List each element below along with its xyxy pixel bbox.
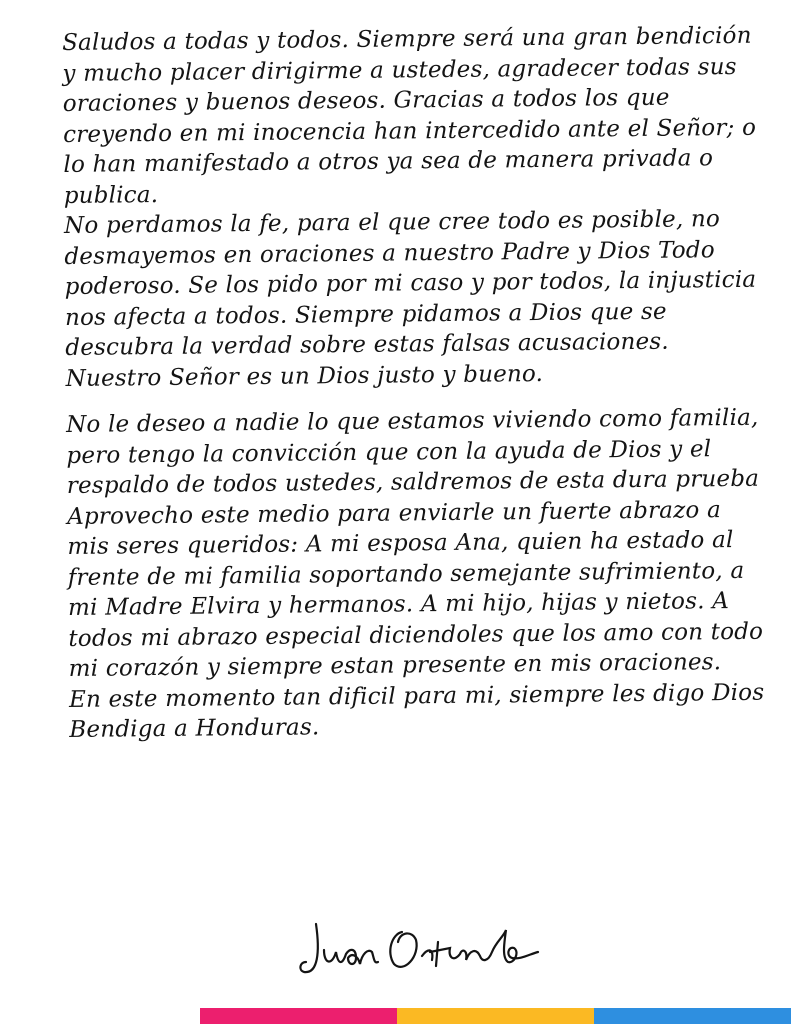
handwritten-signature bbox=[298, 912, 558, 992]
letter-paragraph-embrace: Aprovecho este medio para enviarle un fuerte abrazo a mis seres queridos: A mi esposa Ana, quien ha estado al frente de mi familia soportando semejante sufrimiento, a mi Madre Elvira y hermanos. A mi hijo, hijas y nietos. A todos mi abrazo especial diciendoles que los amo con todo mi corazón y siempre estan presente en mis oraciones. bbox=[66, 496, 764, 682]
signature-icon bbox=[298, 912, 558, 992]
letter-paragraph-faith: No perdamos la fe, para el que cree todo es posible, no desmayemos en oraciones a nuestro Padre y Dios Todo poderoso. Se los pido por mi caso y por todos, la injusticia nos afecta a todos. Siempre pidamos a Dios que se descubra la verdad sobre estas falsas acusaciones. Nuestro Señor es un Dios justo y bueno. bbox=[63, 206, 757, 392]
color-bar-pink bbox=[200, 1008, 397, 1024]
brand-color-bar bbox=[200, 1008, 791, 1024]
letter-paragraph-greeting: Saludos a todas y todos. Siempre será una gran bendición y mucho placer dirigirme a ustedes, agradecer todas sus oraciones y buenos deseos. Gracias a todos los que creyendo en mi inocencia han intercedido ante el Señor; o lo han manifestado a otros ya sea de manera privada o publica. bbox=[62, 22, 757, 209]
color-bar-yellow bbox=[397, 1008, 594, 1024]
letter-paragraph-family: No le deseo a nadie lo que estamos viviendo como familia, pero tengo la convicción que con la ayuda de Dios y el respaldo de todos ustedes, saldremos de esta dura prueba bbox=[66, 404, 760, 499]
color-bar-blue bbox=[594, 1008, 791, 1024]
letter-paragraph-closing: En este momento tan dificil para mi, siempre les digo Dios Bendiga a Honduras. bbox=[68, 679, 765, 743]
handwritten-letter bbox=[62, 21, 769, 746]
